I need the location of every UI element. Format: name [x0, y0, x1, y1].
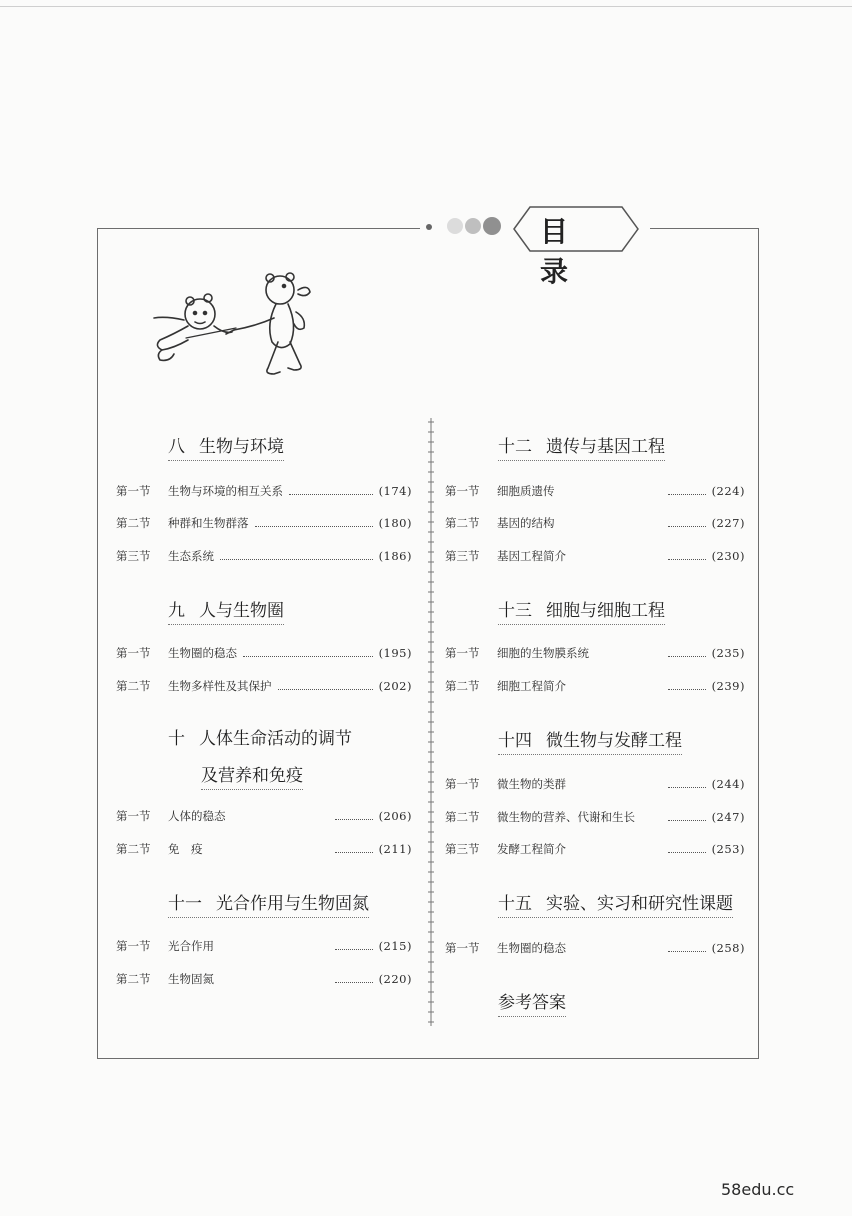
chapter-heading-14	[498, 726, 682, 755]
chapter-heading-11	[168, 889, 369, 918]
dot-leader	[335, 810, 373, 820]
dark-dot-decoration	[483, 217, 501, 235]
page-number: (227)	[711, 516, 745, 530]
chapter-number: 十五	[498, 894, 532, 914]
section-title: 生态系统	[168, 549, 214, 563]
dot-leader	[255, 517, 373, 527]
page-number: (186)	[378, 549, 412, 563]
chapter-heading-15	[498, 889, 733, 918]
section-title: 生物固氮	[168, 972, 214, 986]
section-number: 第三节	[445, 549, 480, 563]
section-title: 微生物的类群	[497, 777, 566, 791]
section-number: 第二节	[116, 972, 151, 986]
page-number: (206)	[378, 809, 412, 823]
section-title: 免 疫	[168, 842, 203, 856]
toc-entry[interactable]	[116, 678, 412, 694]
toc-entry[interactable]	[116, 841, 412, 857]
toc-entry[interactable]	[116, 548, 412, 564]
chapter-title: 实验、实习和研究性课题	[546, 894, 733, 914]
page-top-edge	[0, 6, 852, 7]
chapter-number: 十四	[498, 731, 532, 751]
section-number: 第一节	[445, 484, 480, 498]
section-number: 第一节	[116, 646, 151, 660]
section-title: 细胞工程简介	[497, 679, 566, 693]
section-title: 基因的结构	[497, 516, 555, 530]
answers-heading[interactable]	[498, 988, 566, 1017]
dot-leader	[668, 811, 706, 821]
chapter-title: 光合作用与生物固氮	[216, 894, 369, 914]
dot-leader	[668, 517, 706, 527]
dot-leader	[289, 485, 373, 495]
dot-leader	[278, 680, 373, 690]
toc-entry[interactable]	[116, 808, 412, 824]
dot-leader	[335, 973, 373, 983]
chapter-number: 十一	[168, 894, 202, 914]
toc-entry[interactable]	[445, 940, 745, 956]
chapter-title: 细胞与细胞工程	[546, 601, 665, 621]
section-title: 种群和生物群落	[168, 516, 249, 530]
section-number: 第二节	[116, 679, 151, 693]
chapter-heading-9	[168, 596, 284, 625]
chapter-heading-10	[168, 724, 352, 752]
page-number: (258)	[711, 941, 745, 955]
dot-leader	[668, 843, 706, 853]
page-number: (235)	[711, 646, 745, 660]
section-number: 第一节	[116, 484, 151, 498]
page-number: (230)	[711, 549, 745, 563]
section-title: 生物圈的稳态	[168, 646, 237, 660]
answers-label: 参考答案	[498, 993, 566, 1013]
chapter-title: 遗传与基因工程	[546, 437, 665, 457]
chapter-heading-12	[498, 432, 665, 461]
dot-leader	[220, 550, 373, 560]
section-title: 细胞的生物膜系统	[497, 646, 589, 660]
section-number: 第二节	[445, 516, 480, 530]
page-number: (174)	[378, 484, 412, 498]
section-number: 第一节	[445, 941, 480, 955]
chapter-number: 十	[168, 729, 185, 749]
dot-leader	[335, 940, 373, 950]
page-number: (211)	[378, 842, 412, 856]
toc-entry[interactable]	[445, 809, 745, 825]
section-number: 第一节	[445, 646, 480, 660]
page-number: (180)	[378, 516, 412, 530]
page-number: (224)	[711, 484, 745, 498]
section-title: 发酵工程简介	[497, 842, 566, 856]
page-number: (247)	[711, 810, 745, 824]
dot-leader	[668, 680, 706, 690]
chapter-title: 微生物与发酵工程	[546, 731, 682, 751]
toc-entry[interactable]	[445, 548, 745, 564]
dot-leader	[668, 647, 706, 657]
section-title: 细胞质遗传	[497, 484, 555, 498]
chapter-title: 人与生物圈	[199, 601, 284, 621]
section-number: 第三节	[116, 549, 151, 563]
toc-entry[interactable]	[445, 678, 745, 694]
chapter-number: 十三	[498, 601, 532, 621]
section-number: 第二节	[116, 516, 151, 530]
section-title: 基因工程简介	[497, 549, 566, 563]
toc-title: 目录	[540, 215, 593, 288]
column-divider	[428, 418, 434, 1026]
page-number: (244)	[711, 777, 745, 791]
toc-entry[interactable]	[445, 483, 745, 499]
section-number: 第三节	[445, 842, 480, 856]
toc-entry[interactable]	[116, 515, 412, 531]
section-title: 生物圈的稳态	[497, 941, 566, 955]
section-title: 生物多样性及其保护	[168, 679, 272, 693]
toc-entry[interactable]	[116, 938, 412, 954]
dot-leader	[668, 942, 706, 952]
chapter-title: 生物与环境	[199, 437, 284, 457]
chapter-number: 八	[168, 437, 185, 457]
toc-entry[interactable]	[116, 483, 412, 499]
dot-leader	[668, 485, 706, 495]
section-number: 第一节	[116, 809, 151, 823]
page-number: (239)	[711, 679, 745, 693]
section-title: 光合作用	[168, 939, 214, 953]
section-number: 第二节	[116, 842, 151, 856]
toc-entry[interactable]	[116, 645, 412, 661]
dot-leader	[668, 778, 706, 788]
cartoon-bears-illustration	[148, 268, 328, 380]
toc-entry[interactable]	[445, 776, 745, 792]
section-number: 第一节	[116, 939, 151, 953]
toc-title-banner	[420, 205, 650, 288]
dot-leader	[243, 647, 373, 657]
section-title: 生物与环境的相互关系	[168, 484, 283, 498]
watermark-text: 58edu.cc	[721, 1180, 795, 1199]
page-number: (215)	[378, 939, 412, 953]
dot-leader	[668, 550, 706, 560]
section-number: 第一节	[445, 777, 480, 791]
mid-dot-decoration	[465, 218, 481, 234]
light-dot-decoration	[447, 218, 463, 234]
page-number: (253)	[711, 842, 745, 856]
chapter-heading-8	[168, 432, 284, 461]
chapter-title-continued: 及营养和免疫	[201, 766, 303, 786]
chapter-heading-13	[498, 596, 665, 625]
chapter-number: 十二	[498, 437, 532, 457]
chapter-number: 九	[168, 601, 185, 621]
chapter-heading-10-continued	[201, 761, 303, 790]
page-number: (220)	[378, 972, 412, 986]
section-title: 人体的稳态	[168, 809, 226, 823]
section-title: 微生物的营养、代谢和生长	[497, 810, 635, 824]
page-number: (195)	[378, 646, 412, 660]
dot-leader	[335, 843, 373, 853]
chapter-title: 人体生命活动的调节	[199, 729, 352, 749]
small-dot-decoration	[426, 224, 432, 230]
section-number: 第二节	[445, 679, 480, 693]
toc-entry[interactable]	[445, 515, 745, 531]
toc-entry[interactable]	[116, 971, 412, 987]
page-number: (202)	[378, 679, 412, 693]
toc-entry[interactable]	[445, 645, 745, 661]
toc-entry[interactable]	[445, 841, 745, 857]
section-number: 第二节	[445, 810, 480, 824]
